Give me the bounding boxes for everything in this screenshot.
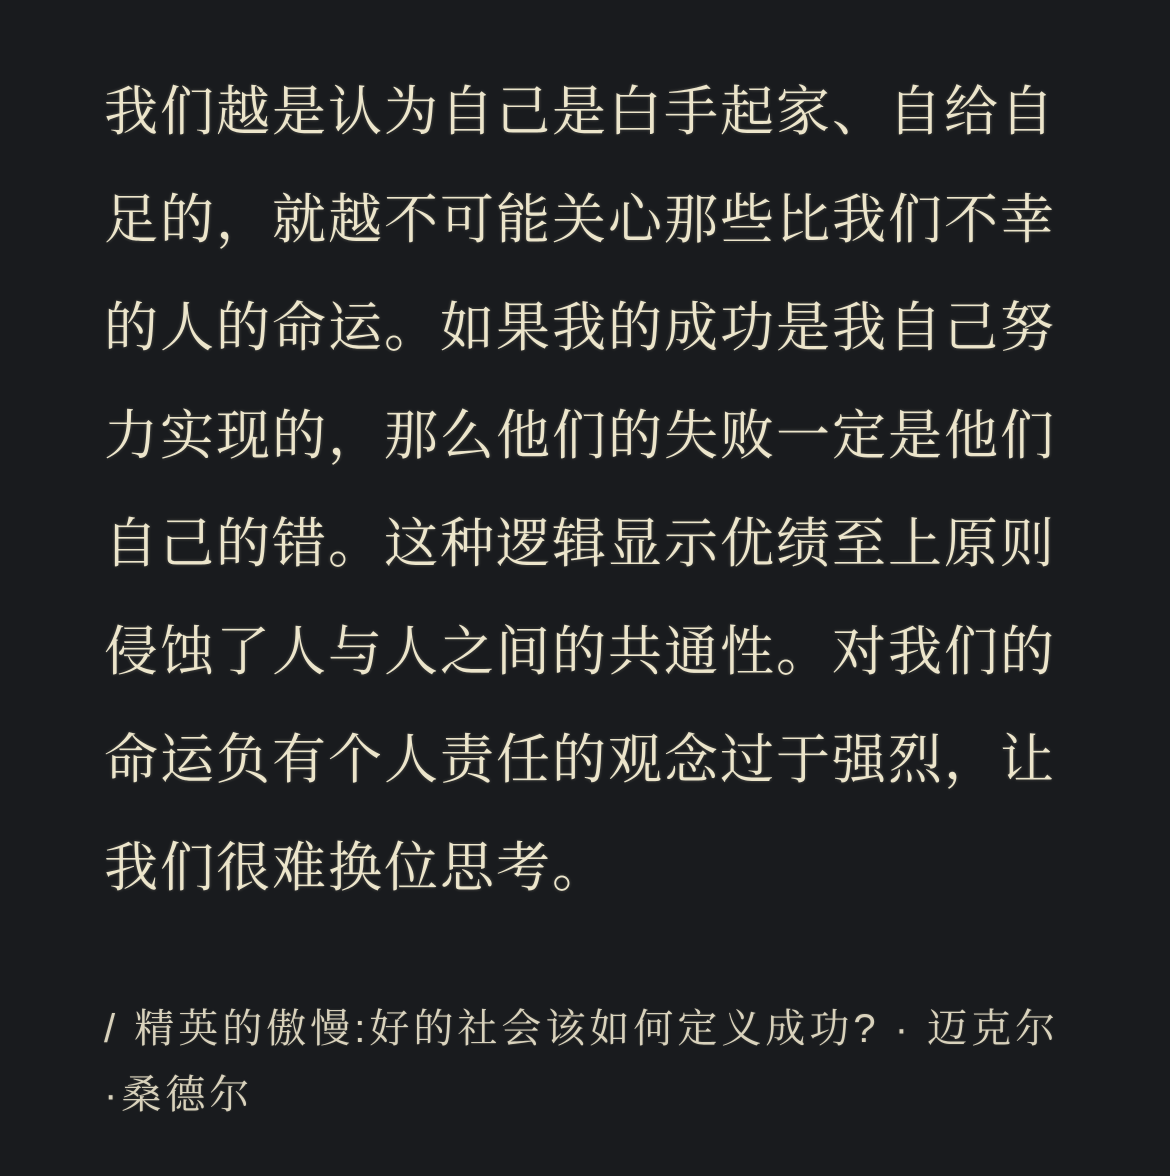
quote-text-block: [104, 58, 1084, 922]
quote-line: 足的，就越不可能关心那些比我们不幸: [104, 190, 1056, 250]
quote-line: 自己的错。这种逻辑显示优绩至上原则: [104, 514, 1056, 574]
attribution-line-author: ·桑德尔: [104, 1073, 254, 1117]
quote-line: 命运负有个人责任的观念过于强烈，让: [104, 730, 1056, 790]
quote-line: 侵蚀了人与人之间的共通性。对我们的: [104, 622, 1056, 682]
quote-line: 我们越是认为自己是白手起家、自给自: [104, 82, 1056, 142]
attribution-block: [104, 996, 1104, 1128]
quote-line: 的人的命运。如果我的成功是我自己努: [104, 298, 1056, 358]
quote-line: 力实现的，那么他们的失败一定是他们: [104, 406, 1056, 466]
attribution-line-source: / 精英的傲慢:好的社会该如何定义成功? · 迈克尔: [104, 1007, 1060, 1051]
quote-line: 我们很难换位思考。: [104, 838, 608, 898]
